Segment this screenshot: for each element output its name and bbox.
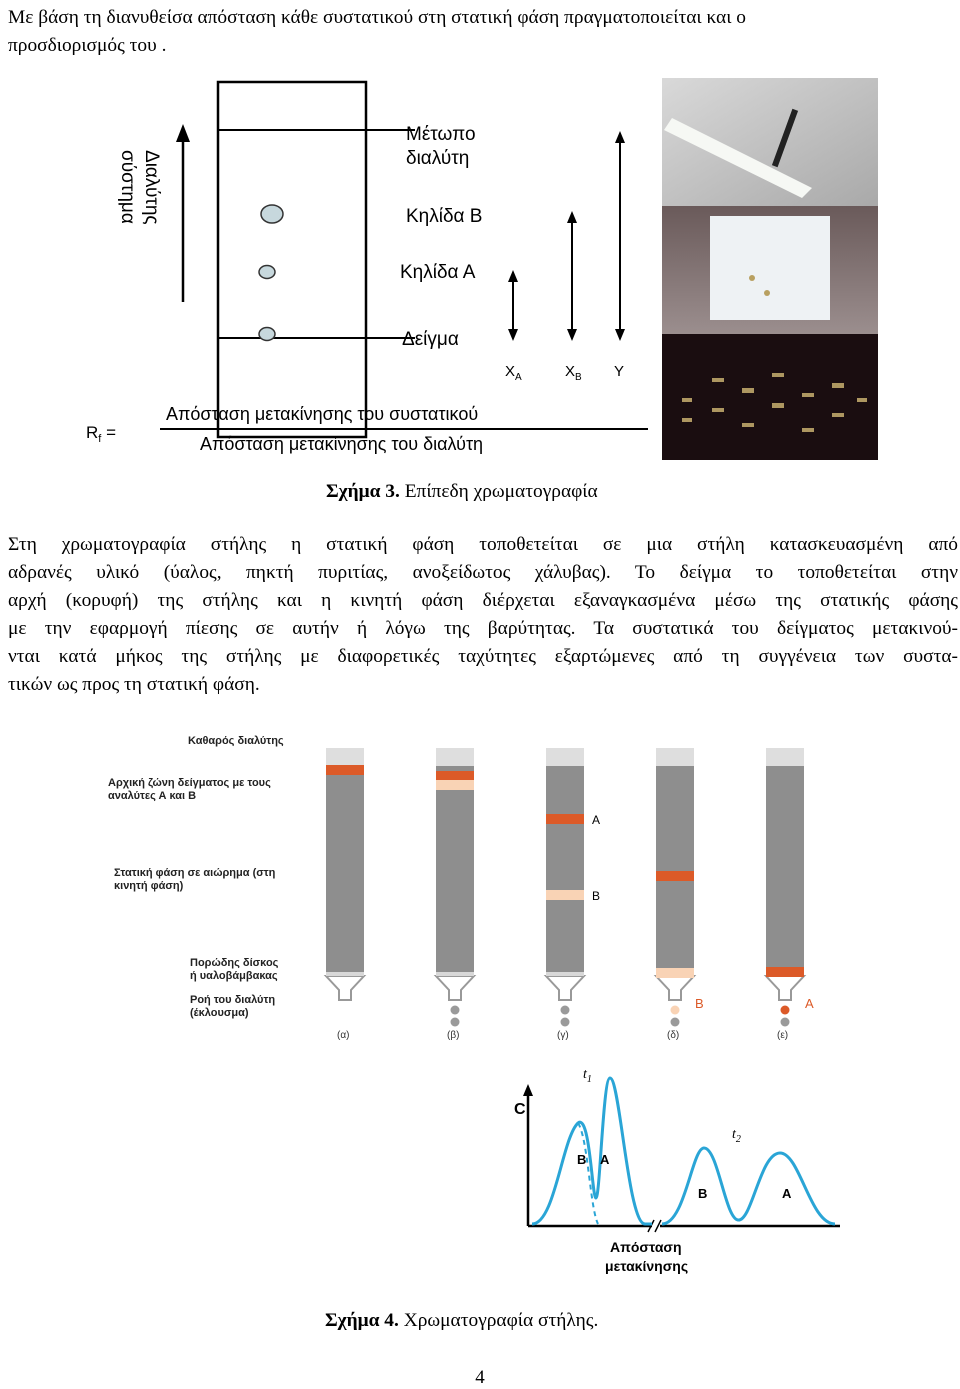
column-body <box>436 766 474 976</box>
figure-3-diagram <box>60 72 720 472</box>
peak-curve-t2 <box>662 1148 835 1224</box>
sample-band <box>436 771 474 781</box>
elution-graph <box>514 1067 840 1274</box>
sample-band <box>436 780 474 790</box>
eluted-label: A <box>805 996 814 1011</box>
distance-xa-arrow <box>508 270 518 341</box>
peak-curve-t1 <box>532 1078 652 1224</box>
axis-label-solvent: Διαλύτης <box>141 150 162 225</box>
intro-line-2: προσδιορισμός του . <box>8 35 167 56</box>
graph-x-label-1: Απόσταση <box>610 1239 682 1255</box>
label-sample: Δείγμα <box>402 329 459 350</box>
column-solvent <box>436 748 474 766</box>
column-4 <box>656 748 704 1041</box>
tlc-plate <box>218 82 366 437</box>
column-label: (α) <box>337 1030 350 1041</box>
label-y: Y <box>614 363 625 380</box>
eluate-drop <box>451 1006 460 1015</box>
label-solvent-flow-1: Ροή του διαλύτη <box>190 994 276 1006</box>
column-label: (δ) <box>667 1030 680 1041</box>
column-solvent <box>656 748 694 766</box>
peak-label-b2: B <box>698 1186 708 1201</box>
peak-label-a2: A <box>782 1186 792 1201</box>
label-solvent-flow-2: (έκλουσμα) <box>190 1007 249 1019</box>
figure-4-caption-label: Σχήμα 4. <box>325 1310 399 1331</box>
figure-3-caption-label: Σχήμα 3. <box>326 481 400 502</box>
column-chromatography-paragraph <box>8 531 958 699</box>
sample-band <box>546 890 584 900</box>
porous-disc <box>326 972 364 976</box>
column-label: (γ) <box>557 1030 569 1041</box>
column-solvent <box>546 748 584 766</box>
eluate-drop <box>671 1018 680 1027</box>
peak-label-b1: B <box>577 1152 587 1167</box>
label-spot-a: Κηλίδα Α <box>400 262 476 283</box>
distance-y-arrow <box>615 131 625 341</box>
label-stationary-1: Στατική φάση σε αιώρημα (στη <box>114 867 276 879</box>
label-porous-disc-1: Πορώδης δίσκος <box>190 957 279 969</box>
spot-a <box>259 266 275 279</box>
intro-line-1: Με βάση τη διανυθείσα απόσταση κάθε συστατικού στη στατική φάση πραγματοποιείται και ο <box>8 7 746 28</box>
paragraph-line-2: αδρανές υλικό (ύαλος, πηκτή πυριτίας, ανοξείδωτος χάλυβας). Το δείγμα το τοποθετείται στην <box>8 562 958 583</box>
eluate-drop <box>671 1006 680 1015</box>
paragraph-line-5: νται κατά μήκος της στήλης με διαφορετικές ταχύτητες εξαρτώμενες από τη συγγένεια των συστα- <box>8 646 958 667</box>
column-3 <box>546 748 600 1041</box>
label-xa: $X_A$ <box>505 363 522 383</box>
graph-x-label-2: μετακίνησης <box>605 1258 689 1274</box>
sample-band <box>766 967 804 977</box>
figure-4-diagram <box>100 728 860 1288</box>
column-body <box>326 766 364 976</box>
figure-3-caption <box>326 481 598 503</box>
sample-band <box>656 871 694 881</box>
label-solvent-front-2: διαλύτη <box>406 148 470 169</box>
formula-denominator: Απόσταση μετακίνησης του διαλύτη <box>200 434 484 454</box>
column-body <box>766 766 804 976</box>
eluted-label: B <box>695 996 704 1011</box>
axis-label-system: σύστημα <box>117 150 138 224</box>
label-xb: $X_B$ <box>565 363 582 383</box>
column-label: (β) <box>447 1030 460 1041</box>
graph-y-label: C <box>514 1101 526 1118</box>
graph-t2: $t_2$ <box>732 1127 741 1145</box>
label-initial-zone-1: Αρχική ζώνη δείγματος με τους <box>108 777 271 789</box>
label-porous-disc-2: ή υαλοβάμβακας <box>190 970 278 982</box>
label-solvent-front-1: Μέτωπο <box>406 124 476 145</box>
peak-label-a1: A <box>600 1152 610 1167</box>
paragraph-line-1: Στη χρωματογραφία στήλης η στατική φάση τοποθετείται σε μια στήλη κατασκευασμένη από <box>8 534 958 555</box>
column-outlet <box>436 976 474 1000</box>
figure-3-caption-text: Επίπεδη χρωματογραφία <box>399 481 598 502</box>
graph-t1: $t_1$ <box>583 1067 592 1085</box>
eluate-drop <box>561 1018 570 1027</box>
distance-xb-arrow <box>567 211 577 341</box>
porous-disc <box>546 972 584 976</box>
column-outlet <box>326 976 364 1000</box>
band-label: B <box>592 889 601 903</box>
paragraph-line-4: με την εφαρμογή πίεσης σε αυτήν ή λόγω της βαρύτητας. Τα συστατικά του δείγματος μετακινού- <box>8 618 958 639</box>
sample-band <box>546 814 584 824</box>
tlc-photographs <box>662 78 878 460</box>
figure-4-caption <box>325 1310 598 1332</box>
column-5 <box>766 748 814 1041</box>
formula-numerator: Απόσταση μετακίνησης του συστατικού <box>166 404 479 424</box>
sample-band <box>326 765 364 775</box>
column-body <box>546 766 584 976</box>
paragraph-line-3: αρχή (κορυφή) της στήλης και η κινητή φάση διέρχεται εξαναγκασμένα μέσω της στατικής φάσης <box>8 590 958 611</box>
spot-b <box>261 205 283 223</box>
spot-sample <box>259 328 275 341</box>
eluate-drop <box>451 1018 460 1027</box>
column-outlet <box>656 976 694 1000</box>
page-number: 4 <box>475 1367 485 1388</box>
label-pure-solvent: Καθαρός διαλύτης <box>188 735 284 747</box>
band-label: A <box>592 813 601 827</box>
formula-rf: $R_f$ = <box>86 423 116 445</box>
column-2 <box>436 748 474 1041</box>
eluate-drop <box>781 1006 790 1015</box>
label-spot-b: Κηλίδα Β <box>406 206 483 227</box>
columns-group <box>326 748 814 1041</box>
intro-paragraph <box>8 4 958 60</box>
column-outlet <box>546 976 584 1000</box>
label-stationary-2: κινητή φάση) <box>114 880 184 892</box>
column-label: (ε) <box>777 1030 789 1041</box>
sample-band <box>656 968 694 978</box>
porous-disc <box>436 972 474 976</box>
figure-4-caption-text: Χρωματογραφία στήλης. <box>398 1310 599 1331</box>
column-solvent <box>766 748 804 766</box>
column-1 <box>326 748 364 1041</box>
label-initial-zone-2: αναλύτες Α και Β <box>108 790 197 802</box>
photo-separation <box>662 334 878 460</box>
eluate-drop <box>561 1006 570 1015</box>
paragraph-line-6: τικών ως προς τη στατική φάση. <box>8 674 260 695</box>
column-outlet <box>766 976 804 1000</box>
column-solvent <box>326 748 364 766</box>
eluate-drop <box>781 1018 790 1027</box>
